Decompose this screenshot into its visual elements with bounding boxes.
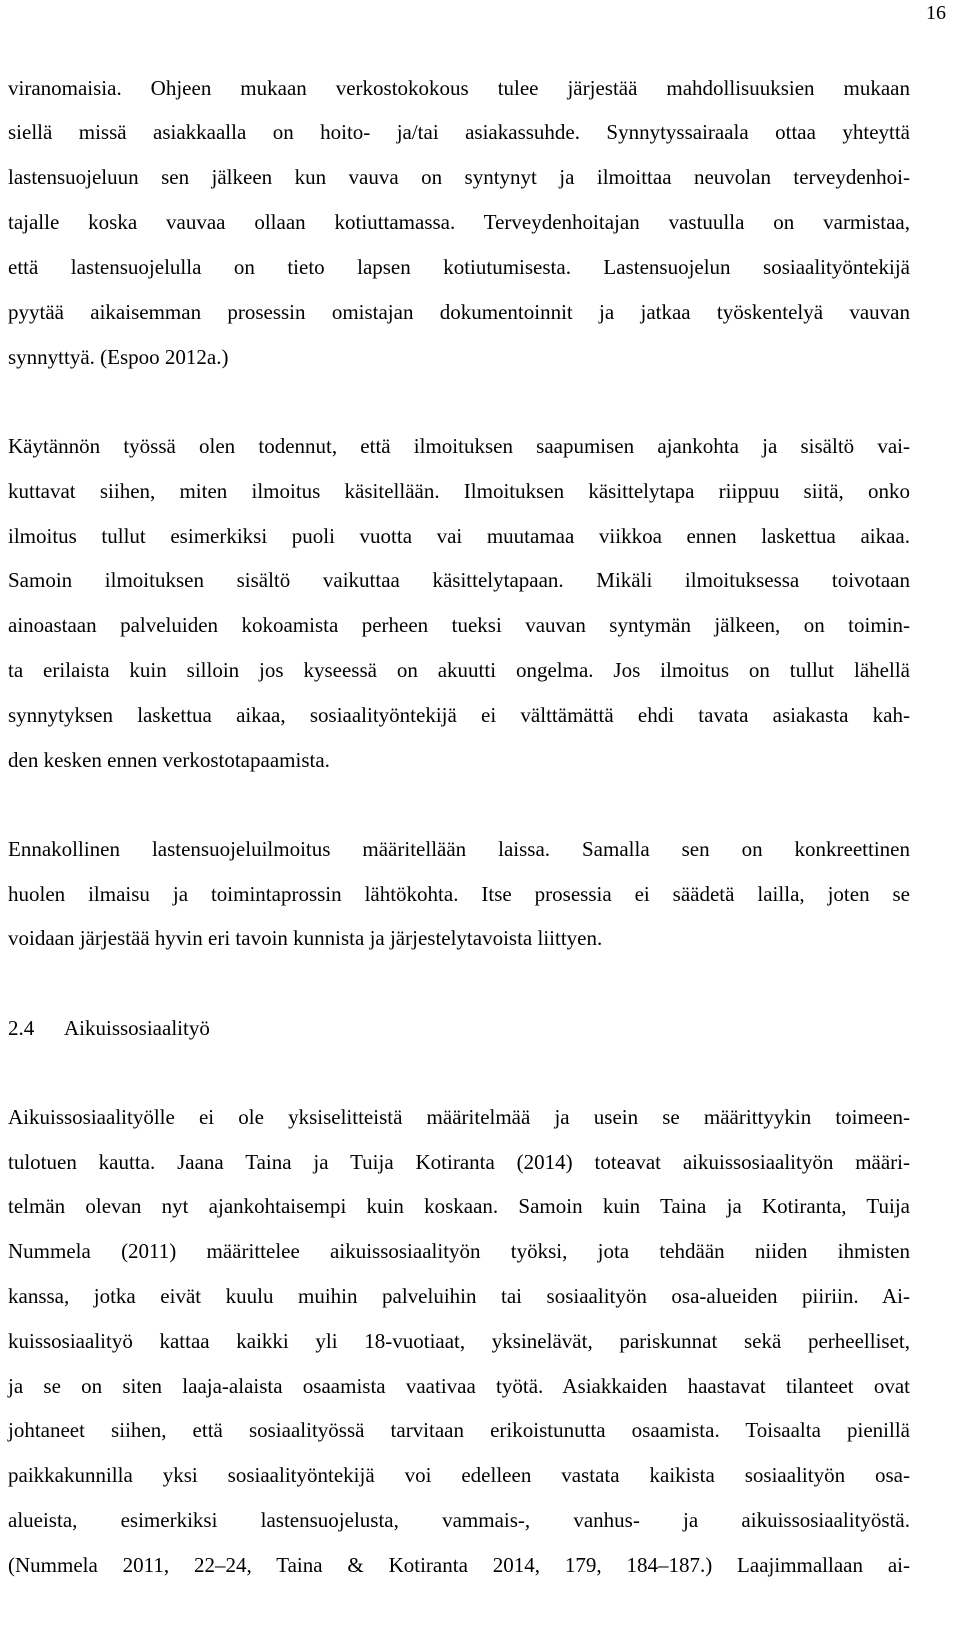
text-line: tulotuen kautta. Jaana Taina ja Tuija Kotiranta (2014) toteavat aikuissosiaalityön määri-: [8, 1150, 910, 1174]
text-line: telmän olevan nyt ajankohtaisempi kuin koskaan. Samoin kuin Taina ja Kotiranta, Tuija: [8, 1194, 910, 1218]
section-number: 2.4: [8, 1016, 35, 1040]
text-line: ja se on siten laaja-alaista osaamista vaativaa työtä. Asiakkaiden haastavat tilanteet ovat: [8, 1374, 910, 1398]
text-line: kuttavat siihen, miten ilmoitus käsitellään. Ilmoituksen käsittelytapa riippuu siitä, onko: [8, 479, 910, 503]
section-title: Aikuissosiaalityö: [64, 1016, 210, 1040]
text-line: että lastensuojelulla on tieto lapsen kotiutumisesta. Lastensuojelun sosiaalityöntekijä: [8, 255, 910, 279]
text-line: johtaneet siihen, että sosiaalityössä tarvitaan erikoistunutta osaamista. Toisaalta pienillä: [8, 1418, 910, 1442]
text-line: (Nummela 2011, 22–24, Taina & Kotiranta 2014, 179, 184–187.) Laajimmallaan ai-: [8, 1553, 910, 1577]
text-line: viranomaisia. Ohjeen mukaan verkostokokous tulee järjestää mahdollisuuksien mukaan: [8, 76, 910, 100]
text-line: kanssa, jotka eivät kuulu muihin palveluihin tai sosiaalityön osa-alueiden piiriin. Ai-: [8, 1284, 910, 1308]
text-line: ainoastaan palveluiden kokoamista perheen tueksi vauvan syntymän jälkeen, on toimin-: [8, 613, 910, 637]
text-line: tajalle koska vauvaa ollaan kotiuttamassa. Terveydenhoitajan vastuulla on varmistaa,: [8, 210, 910, 234]
text-line: huolen ilmaisu ja toimintaprossin lähtökohta. Itse prosessia ei säädetä lailla, joten se: [8, 882, 910, 906]
text-line: synnytyksen laskettua aikaa, sosiaalityöntekijä ei välttämättä ehdi tavata asiakasta kah-: [8, 703, 910, 727]
text-line: Nummela (2011) määrittelee aikuissosiaalityön työksi, jota tehdään niiden ihmisten: [8, 1239, 910, 1263]
text-line: pyytää aikaisemman prosessin omistajan dokumentoinnit ja jatkaa työskentelyä vauvan: [8, 300, 910, 324]
text-line: Samoin ilmoituksen sisältö vaikuttaa käsittelytapaan. Mikäli ilmoituksessa toivotaan: [8, 568, 910, 592]
section-heading: [8, 1016, 210, 1040]
text-line: voidaan järjestää hyvin eri tavoin kunnista ja järjestelytavoista liittyen.: [8, 926, 603, 950]
text-line: kuissosiaalityö kattaa kaikki yli 18-vuotiaat, yksinelävät, pariskunnat sekä perheelliset,: [8, 1329, 910, 1353]
text-line: synnyttyä. (Espoo 2012a.): [8, 345, 229, 369]
page-number: 16: [926, 2, 946, 24]
text-line: den kesken ennen verkostotapaamista.: [8, 748, 330, 772]
text-line: Aikuissosiaalityölle ei ole yksiselitteistä määritelmää ja usein se määrittyykin toimeen-: [8, 1105, 910, 1129]
text-line: ta erilaista kuin silloin jos kyseessä on akuutti ongelma. Jos ilmoitus on tullut lähellä: [8, 658, 910, 682]
text-line: alueista, esimerkiksi lastensuojelusta, vammais-, vanhus- ja aikuissosiaalityöstä.: [8, 1508, 910, 1532]
text-line: Käytännön työssä olen todennut, että ilmoituksen saapumisen ajankohta ja sisältö vai-: [8, 434, 910, 458]
text-line: paikkakunnilla yksi sosiaalityöntekijä voi edelleen vastata kaikista sosiaalityön osa-: [8, 1463, 910, 1487]
text-line: siellä missä asiakkaalla on hoito- ja/tai asiakassuhde. Synnytyssairaala ottaa yhteyttä: [8, 120, 910, 144]
text-line: Ennakollinen lastensuojeluilmoitus määritellään laissa. Samalla sen on konkreettinen: [8, 837, 910, 861]
text-line: ilmoitus tullut esimerkiksi puoli vuotta vai muutamaa viikkoa ennen laskettua aikaa.: [8, 524, 910, 548]
text-line: lastensuojeluun sen jälkeen kun vauva on syntynyt ja ilmoittaa neuvolan terveydenhoi-: [8, 165, 910, 189]
